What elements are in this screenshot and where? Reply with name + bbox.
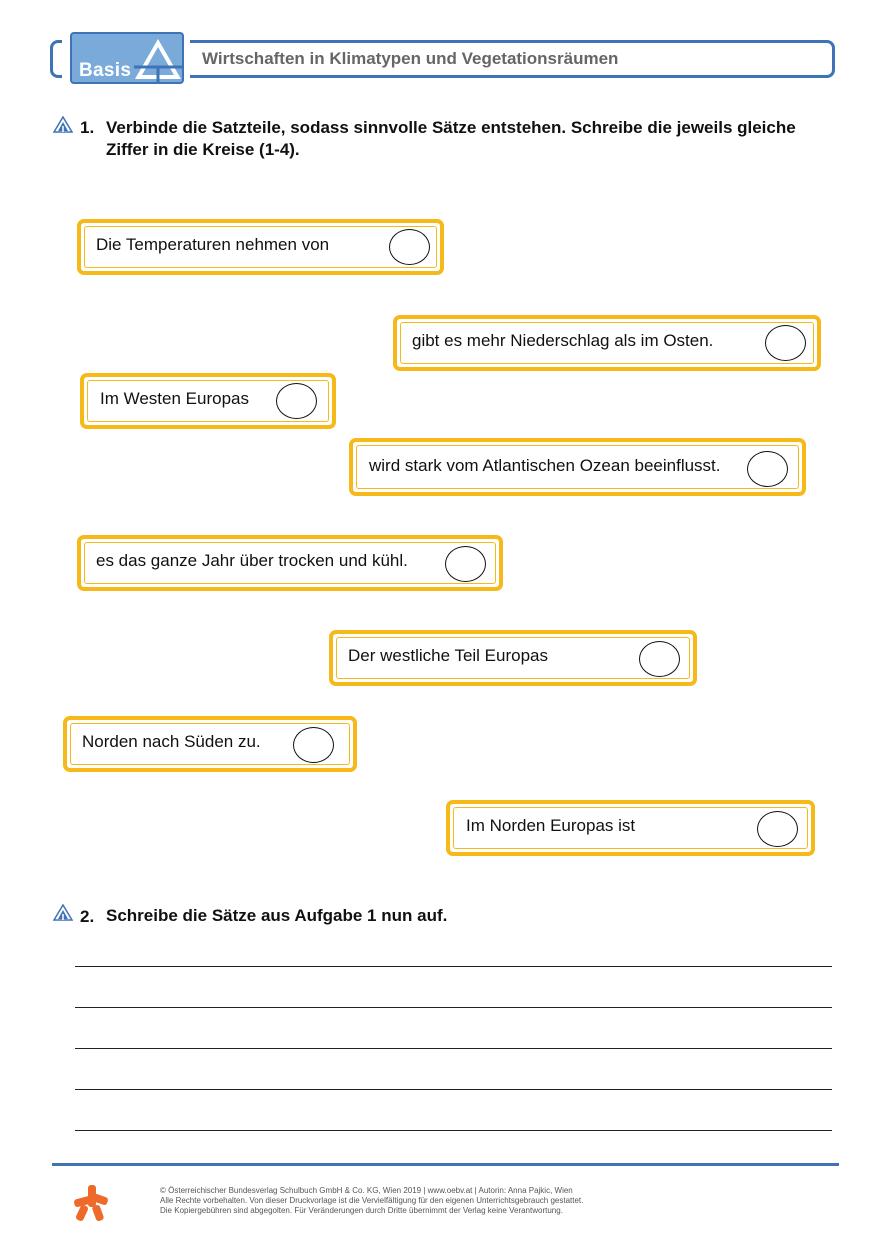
footer-line3: Die Kopiergebühren sind abgegolten. Für Veränderungen durch Dritte übernimmt der Verlag keine Verantwortung. bbox=[160, 1206, 563, 1215]
answer-circle[interactable] bbox=[276, 383, 317, 419]
answer-circle[interactable] bbox=[757, 811, 798, 847]
footer-rule bbox=[52, 1163, 839, 1166]
writing-line[interactable] bbox=[75, 1130, 832, 1131]
writing-line[interactable] bbox=[75, 966, 832, 967]
oebv-logo bbox=[72, 1183, 112, 1223]
sentence-part-box bbox=[77, 219, 444, 275]
writing-line[interactable] bbox=[75, 1007, 832, 1008]
basis-badge bbox=[70, 32, 184, 84]
sentence-part-text: Im Westen Europas bbox=[100, 389, 249, 408]
footer-line2: Alle Rechte vorbehalten. Von dieser Druckvorlage ist die Vervielfältigung für den eigenen Unterrichtsgebrauch gestattet. bbox=[160, 1196, 584, 1205]
sentence-part-box bbox=[349, 438, 806, 496]
answer-circle[interactable] bbox=[445, 546, 486, 582]
task1-instruction-line1: Verbinde die Satzteile, sodass sinnvolle Sätze entstehen. Schreibe die jeweils gleiche bbox=[106, 118, 796, 137]
sentence-part-box bbox=[329, 630, 697, 686]
sentence-part-text: gibt es mehr Niederschlag als im Osten. bbox=[412, 331, 714, 350]
sentence-part-box bbox=[393, 315, 821, 371]
answer-circle[interactable] bbox=[293, 727, 334, 763]
task2-number: 2. bbox=[80, 907, 95, 926]
basis-triangle-icon bbox=[132, 36, 184, 82]
sentence-part-text: wird stark vom Atlantischen Ozean beeinflusst. bbox=[369, 456, 721, 475]
task1-instruction bbox=[106, 117, 796, 161]
sentence-part-box bbox=[446, 800, 815, 856]
sentence-part-box bbox=[77, 535, 503, 591]
answer-circle[interactable] bbox=[765, 325, 806, 361]
footer-copyright bbox=[160, 1186, 583, 1216]
answer-circle[interactable] bbox=[389, 229, 430, 265]
sentence-part-text: Die Temperaturen nehmen von bbox=[96, 235, 330, 254]
sentence-part-box bbox=[80, 373, 336, 429]
task1-instruction-line2: Ziffer in die Kreise (1-4). bbox=[106, 140, 300, 159]
sentence-part-text: Norden nach Süden zu. bbox=[82, 732, 261, 751]
writing-line[interactable] bbox=[75, 1089, 832, 1090]
task1-number: 1. bbox=[80, 118, 95, 137]
level-triangle-icon bbox=[53, 116, 73, 133]
level-triangle-icon bbox=[53, 904, 73, 921]
sentence-part-box bbox=[63, 716, 357, 772]
answer-circle[interactable] bbox=[747, 451, 788, 487]
basis-label: Basis bbox=[79, 60, 132, 81]
sentence-part-text: es das ganze Jahr über trocken und kühl. bbox=[96, 551, 408, 570]
sentence-part-text: Im Norden Europas ist bbox=[466, 816, 636, 835]
task2-instruction: Schreibe die Sätze aus Aufgabe 1 nun auf. bbox=[106, 906, 448, 925]
footer-line1: © Österreichischer Bundesverlag Schulbuch GmbH & Co. KG, Wien 2019 | www.oebv.at | Autorin: Anna Pajkic, Wien bbox=[160, 1186, 573, 1195]
answer-circle[interactable] bbox=[639, 641, 680, 677]
sentence-part-text: Der westliche Teil Europas bbox=[348, 646, 548, 665]
writing-line[interactable] bbox=[75, 1048, 832, 1049]
page-title: Wirtschaften in Klimatypen und Vegetationsräumen bbox=[202, 49, 619, 68]
